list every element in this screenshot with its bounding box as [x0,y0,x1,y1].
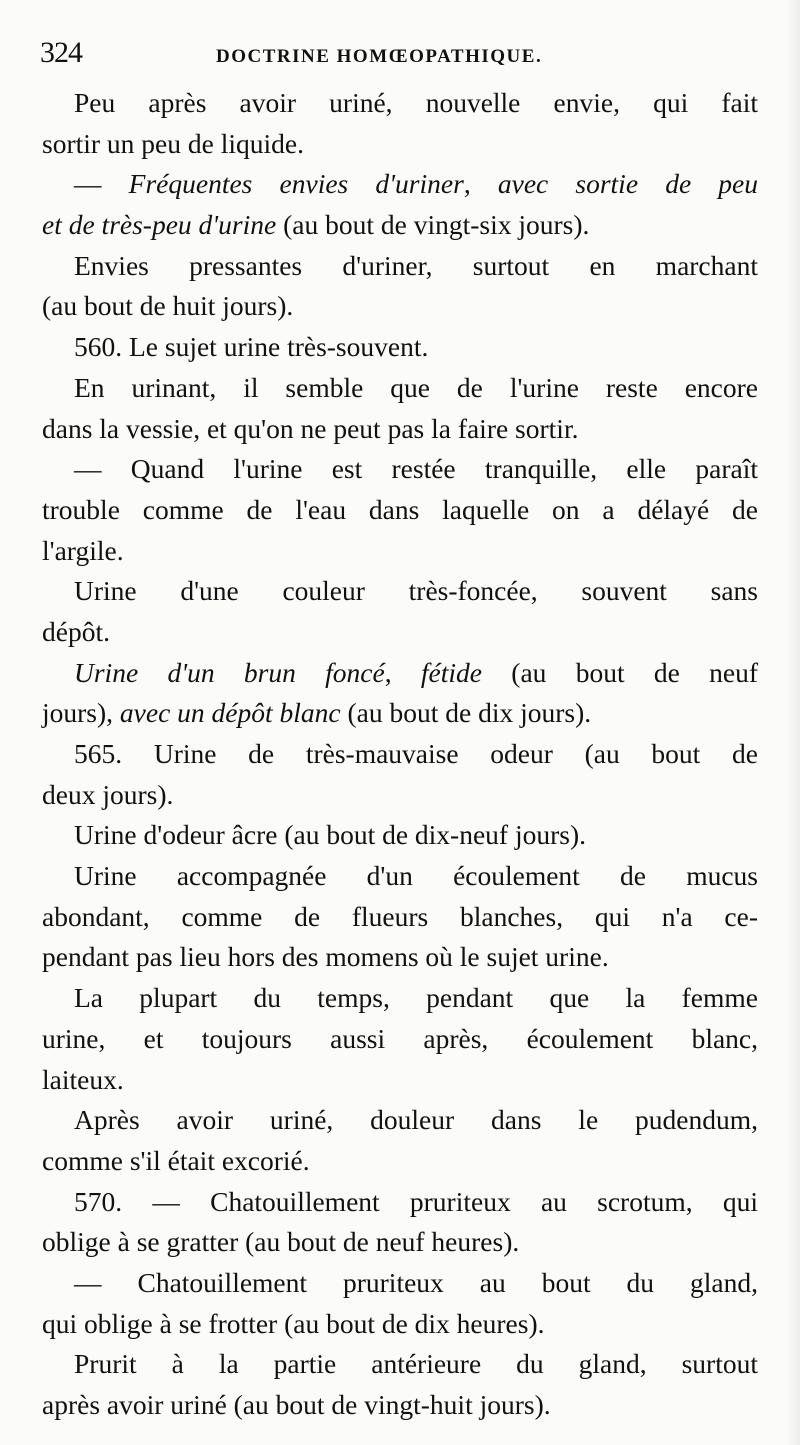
text-line [42,897,758,938]
text-line [42,1060,758,1101]
text-line [42,856,758,897]
text-segment: qui oblige à se frotter (au bout de dix heures). [42,1307,545,1339]
italic-text-segment: Fréquentes envies d'uriner [128,168,464,200]
text-segment: (au bout de vingt-six jours). [276,209,590,241]
text-segment: jours), [42,697,120,729]
text-segment: (au bout de huit jours). [42,290,294,322]
text-segment: après avoir uriné (au bout de vingt-huit jours). [42,1389,551,1420]
text-line [42,734,758,775]
text-line [42,409,758,450]
text-segment: comme s'il était excorié. [42,1144,310,1176]
text-segment: 570. — Chatouillement pruriteux au scrotum, qui [74,1185,758,1217]
text-segment: , [463,168,498,200]
text-segment: dans la vessie, et qu'on ne peut pas la faire sortir. [42,412,579,444]
text-segment: pendant pas lieu hors des momens où le sujet urine. [42,941,609,973]
text-segment: dépôt. [42,615,110,647]
text-line [42,368,758,409]
text-segment: deux jours). [42,778,174,810]
text-line [42,978,758,1019]
text-segment: , [384,656,421,688]
text-line [42,1019,758,1060]
text-line [42,531,758,572]
text-line [42,653,758,694]
text-line [42,1222,758,1263]
text-line [42,205,758,246]
text-line [42,164,758,205]
text-segment: La plupart du temps, pendant que la femme [74,982,758,1014]
text-line [42,490,758,531]
text-segment: En urinant, il semble que de l'urine reste encore [74,371,758,403]
text-segment: — [74,168,129,200]
text-line [42,1263,758,1304]
text-segment: trouble comme de l'eau dans laquelle on a délayé de [42,493,758,525]
text-line [42,1100,758,1141]
text-segment: oblige à se gratter (au bout de neuf heures). [42,1226,520,1258]
text-line [42,1385,758,1426]
text-segment: (au bout de neuf [481,656,759,688]
italic-text-segment: avec sortie de peu [497,168,759,200]
text-segment: sortir un peu de liquide. [42,127,304,159]
text-line [42,327,758,368]
text-segment: (au bout de dix jours). [340,697,592,729]
text-line [42,815,758,856]
italic-text-segment: avec un dépôt blanc [119,697,341,729]
text-line [42,1344,758,1385]
text-line [42,775,758,816]
text-segment: Après avoir uriné, douleur dans le pudendum, [74,1104,758,1136]
text-segment: abondant, comme de flueurs blanches, qui n'a ce- [42,900,758,932]
text-segment: Peu après avoir uriné, nouvelle envie, qui fait [74,87,758,118]
page-number: 324 [40,36,82,69]
text-line [42,286,758,327]
text-segment: Urine d'une couleur très-foncée, souvent sans [74,575,758,607]
italic-text-segment: fétide [420,656,482,688]
body-text [42,83,758,1426]
text-line [42,449,758,490]
italic-text-segment: et de très-peu d'urine [42,209,277,241]
text-line [42,1304,758,1345]
text-segment: l'argile. [42,534,124,566]
text-segment: — Chatouillement pruriteux au bout du gland, [74,1266,758,1298]
page-header [40,36,760,74]
text-line [42,937,758,978]
running-head: DOCTRINE HOMŒOPATHIQUE. [216,46,543,67]
text-line [42,693,758,734]
text-line [42,83,758,124]
text-line [42,1141,758,1182]
text-line [42,124,758,165]
text-segment: 565. Urine de très-mauvaise odeur (au bout de [74,738,758,769]
text-segment: Prurit à la partie antérieure du gland, surtout [74,1348,758,1380]
text-segment: Urine accompagnée d'un écoulement de mucus [74,860,758,892]
italic-text-segment: Urine d'un brun foncé [74,656,385,688]
text-line [42,246,758,287]
text-segment: Envies pressantes d'uriner, surtout en marchant [74,249,758,281]
text-segment: 560. Le sujet urine très-souvent. [74,331,429,363]
text-segment: Urine d'odeur âcre (au bout de dix-neuf jours). [74,819,586,851]
text-segment: — Quand l'urine est restée tranquille, elle paraît [74,453,758,485]
text-line [42,571,758,612]
text-line [42,1182,758,1223]
text-line [42,612,758,653]
text-segment: laiteux. [42,1063,124,1095]
text-segment: urine, et toujours aussi après, écoulement blanc, [42,1022,758,1054]
